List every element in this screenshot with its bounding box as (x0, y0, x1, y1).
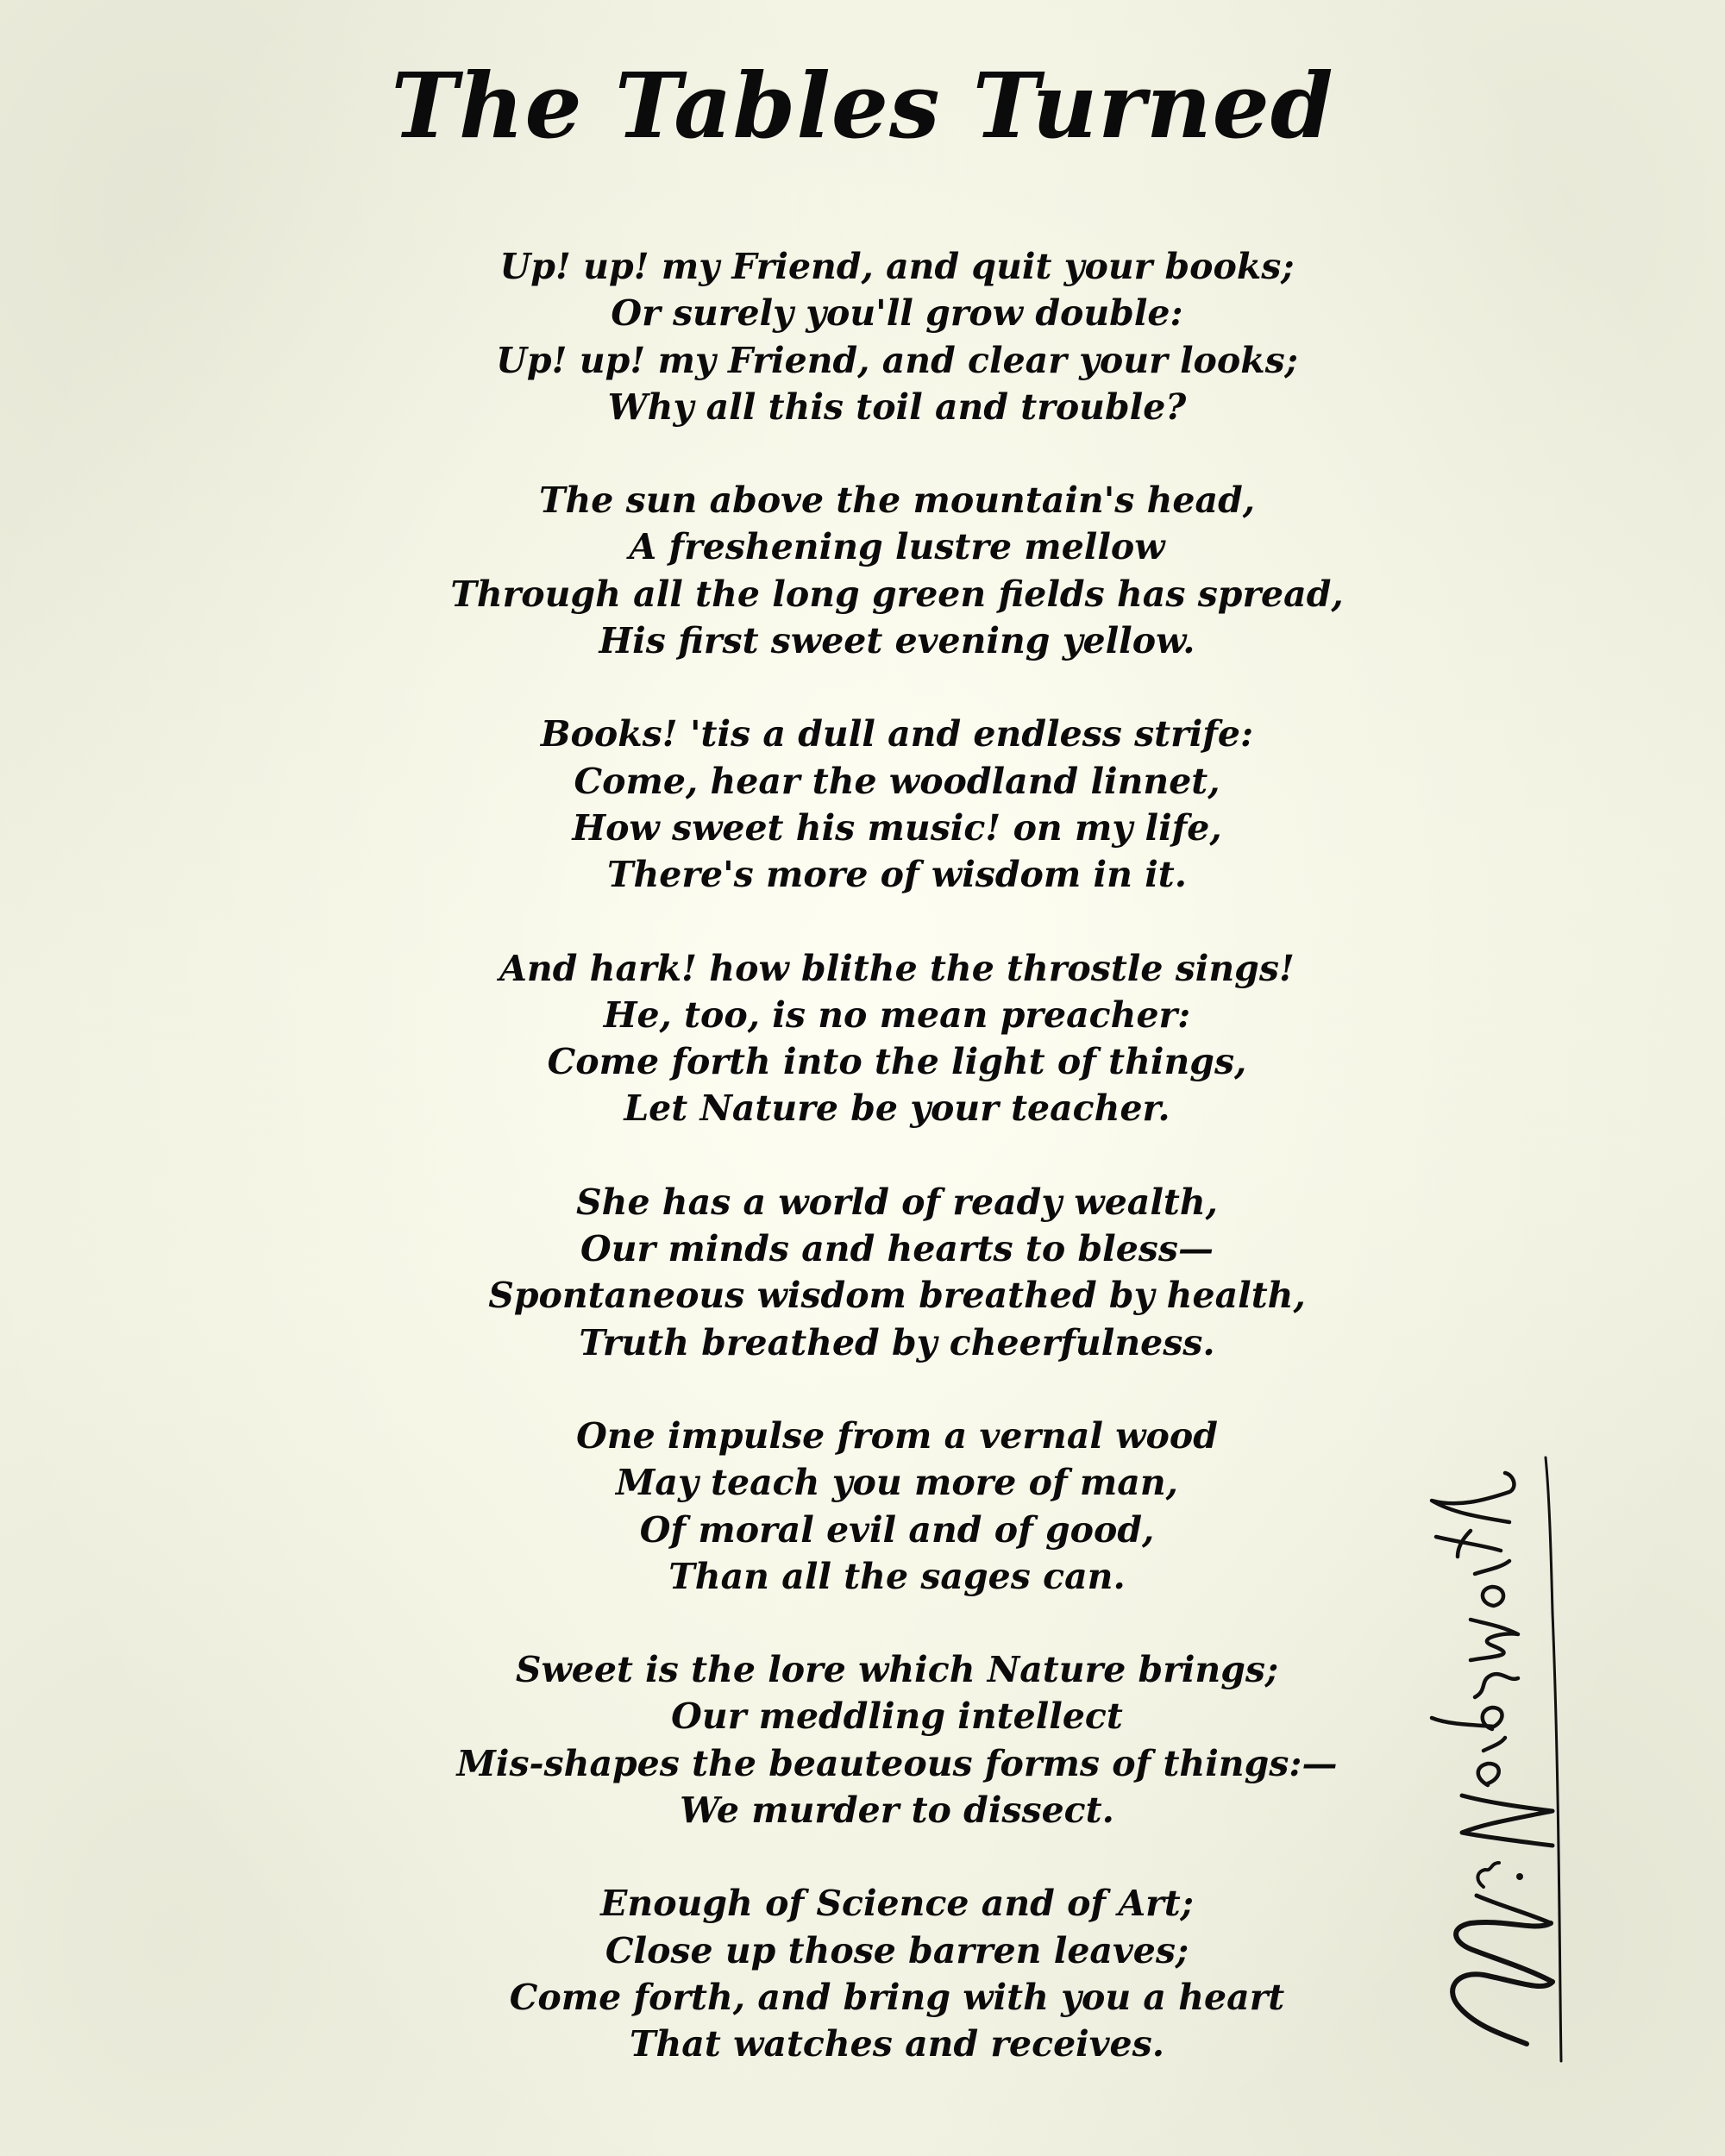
poem-line: Mis-shapes the beauteous forms of things:— (456, 1742, 1338, 1784)
poem-line: Close up those barren leaves; (605, 1929, 1189, 1971)
poem-line: Spontaneous wisdom breathed by health, (488, 1275, 1306, 1317)
poem-line: The sun above the mountain's head, (538, 479, 1256, 522)
poem-line: One impulse from a vernal wood (576, 1414, 1218, 1457)
stanza-2 (448, 477, 1346, 664)
stanza-1 (448, 243, 1346, 430)
poem-line: Books! 'tis a dull and endless strife: (540, 713, 1254, 755)
poem-line: Come, hear the woodland linnet, (574, 760, 1220, 802)
poem-line: She has a world of ready wealth, (576, 1181, 1218, 1223)
poem-title: The Tables Turned (391, 53, 1334, 159)
poem-line: Truth breathed by cheerfulness. (579, 1321, 1215, 1363)
stanza-4 (448, 945, 1346, 1132)
poem-line: Than all the sages can. (668, 1555, 1126, 1597)
poem-line: Up! up! my Friend, and clear your looks; (496, 339, 1298, 381)
poem-line: We murder to dissect. (680, 1789, 1114, 1832)
poem-line: Our minds and hearts to bless— (580, 1228, 1214, 1270)
poem-line: He, too, is no mean preacher: (603, 993, 1191, 1036)
poem-line: Why all this toil and trouble? (607, 385, 1187, 428)
stanza-8 (448, 1880, 1346, 2067)
poem-line: How sweet his music! on my life, (572, 806, 1222, 849)
poem-line: May teach you more of man, (616, 1462, 1178, 1504)
poem-line: Through all the long green fields has spread, (450, 573, 1344, 615)
poem-line: Come forth into the light of things, (547, 1041, 1247, 1083)
poem-line: His first sweet evening yellow. (599, 620, 1195, 662)
stanza-6 (448, 1413, 1346, 1600)
poem-line: That watches and receives. (629, 2023, 1164, 2065)
poem-line: There's more of wisdom in it. (606, 854, 1187, 896)
poem-line: Sweet is the lore which Nature brings; (515, 1649, 1279, 1691)
stanza-5 (448, 1179, 1346, 1366)
poem-line: Enough of Science and of Art; (600, 1883, 1194, 1925)
poem-line: A freshening lustre mellow (629, 526, 1165, 568)
poem-line: Come forth, and bring with you a heart (509, 1976, 1285, 2018)
author-signature (1423, 1440, 1578, 2070)
poem-line: Or surely you'll grow double: (611, 292, 1183, 335)
poem-line: Of moral evil and of good, (639, 1508, 1155, 1551)
poem-line: Our meddling intellect (671, 1695, 1123, 1738)
stanza-3 (448, 711, 1346, 898)
stanza-7 (448, 1646, 1346, 1833)
poem-line: Let Nature be your teacher. (624, 1087, 1170, 1130)
poem-line: And hark! how blithe the throstle sings! (499, 947, 1295, 989)
poem-line: Up! up! my Friend, and quit your books; (499, 246, 1295, 287)
poem-body (448, 243, 1346, 2115)
